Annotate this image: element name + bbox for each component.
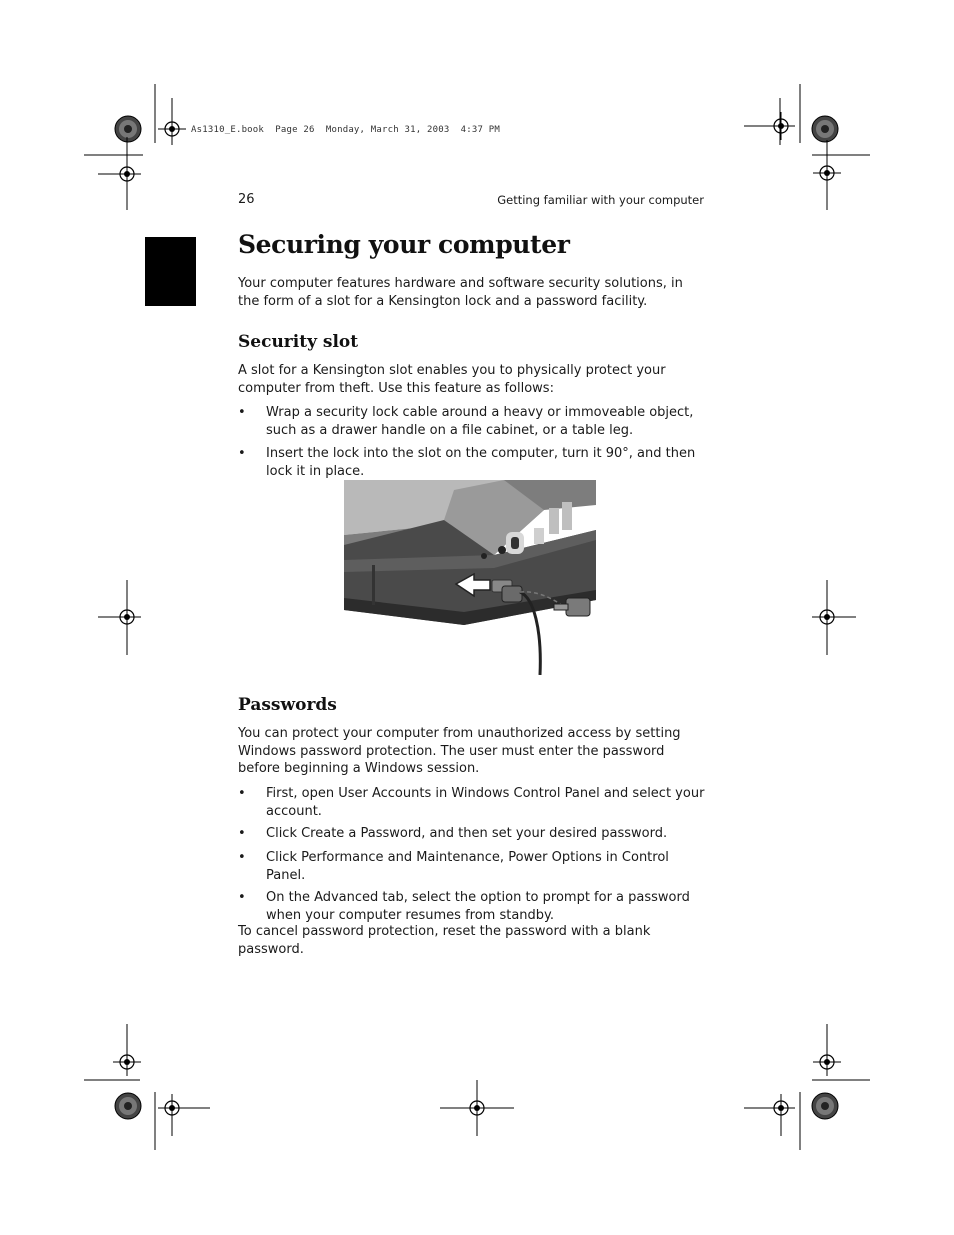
passwords-heading: Passwords xyxy=(238,695,337,715)
bullet-glyph: • xyxy=(238,826,246,841)
list-item-text: Insert the lock into the slot on the computer, turn it 90°, and then lock it in place. xyxy=(266,446,696,479)
list-item-text: Click Performance and Maintenance, Power Options in Control Panel. xyxy=(266,850,669,883)
port xyxy=(534,528,544,544)
bullet-glyph: • xyxy=(238,446,246,461)
intro-paragraph: Your computer features hardware and software security solutions, in the form of a slot for a Kensington lock and a password facility. xyxy=(238,276,683,309)
security-slot-heading: Security slot xyxy=(238,332,359,352)
list-item-text: On the Advanced tab, select the option to prompt for a password when your computer resumes from standby. xyxy=(266,890,690,923)
page-number: 26 xyxy=(238,192,255,207)
bullet-glyph: • xyxy=(238,850,246,865)
list-item-text: Click Create a Password, and then set your desired password. xyxy=(266,826,668,841)
security-slot-body: A slot for a Kensington slot enables you to physically protect your computer from theft. Use this feature as follows: xyxy=(238,363,666,396)
bullet-glyph: • xyxy=(238,890,246,905)
bullet-glyph: • xyxy=(238,786,246,801)
key-icon xyxy=(566,598,590,616)
list-item-text: First, open User Accounts in Windows Control Panel and select your account. xyxy=(266,786,705,819)
passwords-closing: To cancel password protection, reset the password with a blank password. xyxy=(238,924,651,957)
passwords-body: You can protect your computer from unauthorized access by setting Windows password protection. The user must enter the password before beginning a Windows session. xyxy=(238,726,681,776)
port xyxy=(549,508,559,534)
bullet-glyph: • xyxy=(238,405,246,420)
kensington-lock-illustration xyxy=(344,480,596,675)
page-title: Securing your computer xyxy=(238,230,570,259)
print-slug: As1310_E.book Page 26 Monday, March 31, 2003 4:37 PM xyxy=(191,125,501,135)
chapter-tab xyxy=(145,237,196,306)
list-item-text: Wrap a security lock cable around a heavy or immoveable object, such as a drawer handle on a file cabinet, or a table leg. xyxy=(266,405,694,438)
port xyxy=(562,502,572,530)
running-header: Getting familiar with your computer xyxy=(497,193,704,207)
